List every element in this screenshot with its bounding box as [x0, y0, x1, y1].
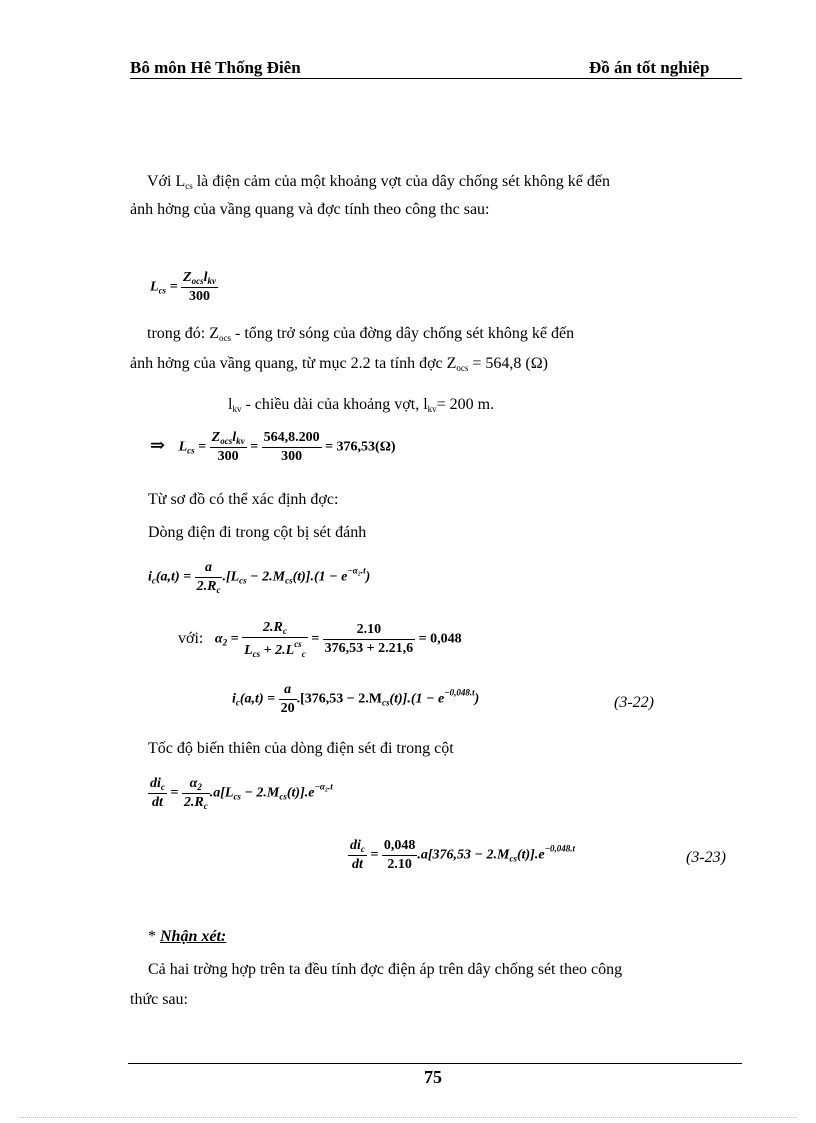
paragraph-2-line-3: $l_{kv}$ - chiều dài của khoảng vợt, $l_{kv}= 200$ m.	[228, 396, 495, 414]
header-left: Bô môn Hê Thống Điên	[130, 58, 301, 77]
equation-alpha2: với: $\alpha_2$ = $\frac{2.R_c}{L_{cs} + 2.L^{cs}_c}$ = $\frac{2.10}{376,53 + 2.21,6}$ = 0,048	[178, 620, 462, 659]
remark-heading: * Nhận xét:	[148, 928, 227, 945]
paragraph-3-line-1: Từ sơ đồ có thể xác định đợc:	[148, 491, 339, 508]
equation-ic-numeric: $i_c(a,t)$ = $\frac{a}{20}$ $.[376,53 - 2.M_{cs}(t)].(1 - e^{-0,048.t})$	[232, 682, 480, 716]
equation-dic-dt-general: $\frac{di_c}{dt}$ = $\frac{\alpha_2}{2.R_c}$ $.a[L_{cs} - 2.M_{cs}(t)].e^{-\alpha_2.t}$	[150, 776, 333, 811]
equation-ic-general: $i_c(a,t)$ = $\frac{a}{2.R_c}$ $.[L_{cs} - 2.M_{cs}(t)].(1 - e^{-\alpha_2.t})$	[148, 560, 371, 595]
paragraph-5-line-1: Cả hai trờng hợp trên ta đều tính đợc điện áp trên dây chống sét theo công	[148, 961, 623, 978]
equation-lcs-definition: $L_{cs}$ = $\frac{Z_{ocs}l_{kv}}{300}$	[150, 270, 216, 304]
implies-arrow-icon: ⇒	[150, 434, 166, 455]
page-edge-dots	[20, 1117, 796, 1118]
header-rule	[130, 78, 742, 79]
paragraph-2-line-1: trong đó: $Z_{ocs}$ - tổng trở sóng của đờng dây chống sét không kể đến	[147, 325, 575, 343]
equation-lcs-value: ⇒ $L_{cs}$ = $\frac{Z_{ocs}l_{kv}}{300}$ = $\frac{564,8.200}{300}$ = 376,53(Ω)	[150, 430, 396, 464]
equation-number-3-23: (3-23)	[686, 849, 726, 866]
paragraph-2-line-2: ảnh hởng của vầng quang, từ mục 2.2 ta tính đợc $Z_{ocs} = 564,8$ (Ω)	[130, 355, 548, 373]
paragraph-3-line-2: Dòng điện đi trong cột bị sét đánh	[148, 524, 367, 541]
paragraph-1-line-2: ảnh hởng của vầng quang và đợc tính theo công thc sau:	[130, 201, 490, 218]
paragraph-4: Tốc độ biến thiên của dòng điện sét đi trong cột	[148, 740, 454, 757]
paragraph-5-line-2: thức sau:	[130, 991, 188, 1008]
footer-rule	[128, 1063, 742, 1064]
equation-number-3-22: (3-22)	[614, 694, 654, 711]
paragraph-1-line-1: Với $L_{cs}$ là điện cảm của một khoảng vợt của dây chống sét không kể đến	[147, 173, 610, 191]
equation-dic-dt-numeric: $\frac{di_c}{dt}$ = $\frac{0,048}{2.10}$ $.a[376,53 - 2.M_{cs}(t)].e^{-0,048.t}$	[350, 838, 576, 872]
header-right: Đồ án tốt nghiêp	[589, 58, 710, 77]
page-number: 75	[424, 1067, 442, 1087]
